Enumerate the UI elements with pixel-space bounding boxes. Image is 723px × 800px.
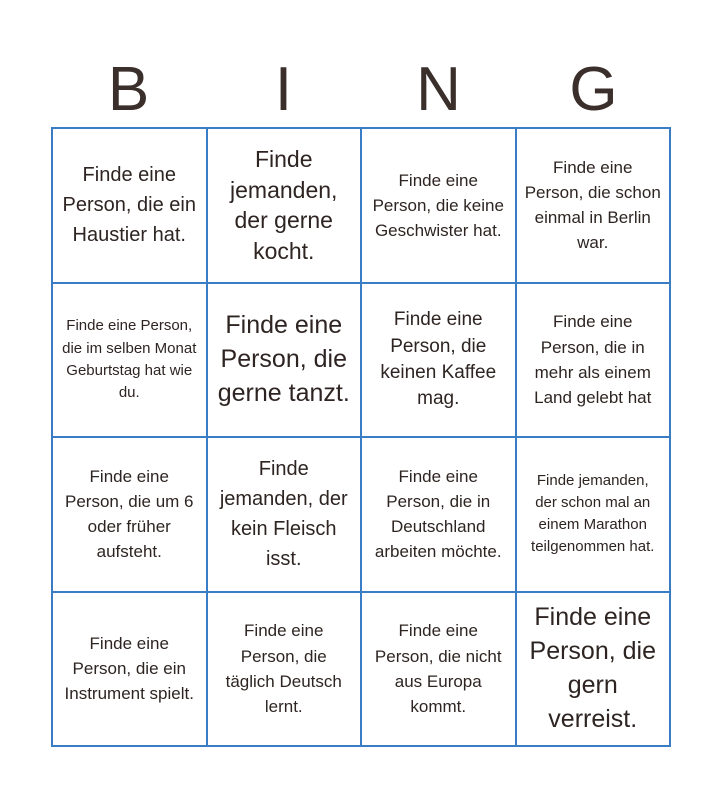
bingo-cell[interactable]: [52, 283, 207, 438]
bingo-cell[interactable]: [207, 437, 362, 592]
bingo-cell[interactable]: [207, 128, 362, 283]
bingo-cell[interactable]: [516, 592, 671, 747]
cell-text: Finde eine Person, die schon einmal in Berlin war.: [524, 157, 661, 253]
bingo-cell[interactable]: [52, 437, 207, 592]
bingo-cell[interactable]: [207, 592, 362, 747]
bingo-cell[interactable]: [52, 128, 207, 283]
cell-text: Finde eine Person, die ein Haustier hat.: [62, 164, 196, 247]
bingo-cell[interactable]: [361, 592, 516, 747]
bingo-cell[interactable]: [52, 592, 207, 747]
bingo-header: [51, 52, 671, 128]
cell-text: Finde eine Person, die täglich Deutsch lernt.: [225, 621, 342, 716]
bingo-grid: [51, 127, 671, 747]
cell-text: Finde eine Person, die gern verreist.: [529, 603, 656, 733]
bingo-cell[interactable]: [207, 283, 362, 438]
bingo-cell[interactable]: [361, 437, 516, 592]
bingo-cell[interactable]: [361, 283, 516, 438]
bingo-cell[interactable]: [361, 128, 516, 283]
cell-text: Finde eine Person, die keine Geschwister hat.: [372, 170, 504, 240]
cell-text: Finde jemanden, der schon mal an einem Marathon teilgenommen hat.: [531, 471, 655, 556]
bingo-cell[interactable]: [516, 437, 671, 592]
cell-text: Finde eine Person, die gerne tanzt.: [217, 311, 350, 407]
cell-text: Finde eine Person, die nicht aus Europa kommt.: [374, 621, 502, 716]
header-letter-n: N: [416, 55, 461, 124]
bingo-cell[interactable]: [516, 283, 671, 438]
cell-text: Finde jemanden, der kein Fleisch isst.: [219, 458, 348, 571]
bingo-cell[interactable]: [516, 128, 671, 283]
cell-text: Finde eine Person, die ein Instrument spielt.: [64, 634, 194, 704]
cell-text: Finde eine Person, die keinen Kaffee mag.: [380, 309, 497, 409]
header-letter-i: I: [274, 55, 293, 124]
cell-text: Finde jemanden, der gerne kocht.: [230, 146, 338, 264]
header-letter-g: G: [569, 55, 618, 124]
cell-text: Finde eine Person, die im selben Monat Geburtstag hat wie du.: [62, 317, 197, 401]
cell-text: Finde eine Person, die in mehr als einem Land gelebt hat: [534, 312, 652, 407]
header-letter-b: B: [107, 55, 150, 124]
cell-text: Finde eine Person, die um 6 oder früher aufsteht.: [64, 466, 194, 562]
cell-text: Finde eine Person, die in Deutschland arbeiten möchte.: [374, 466, 502, 562]
